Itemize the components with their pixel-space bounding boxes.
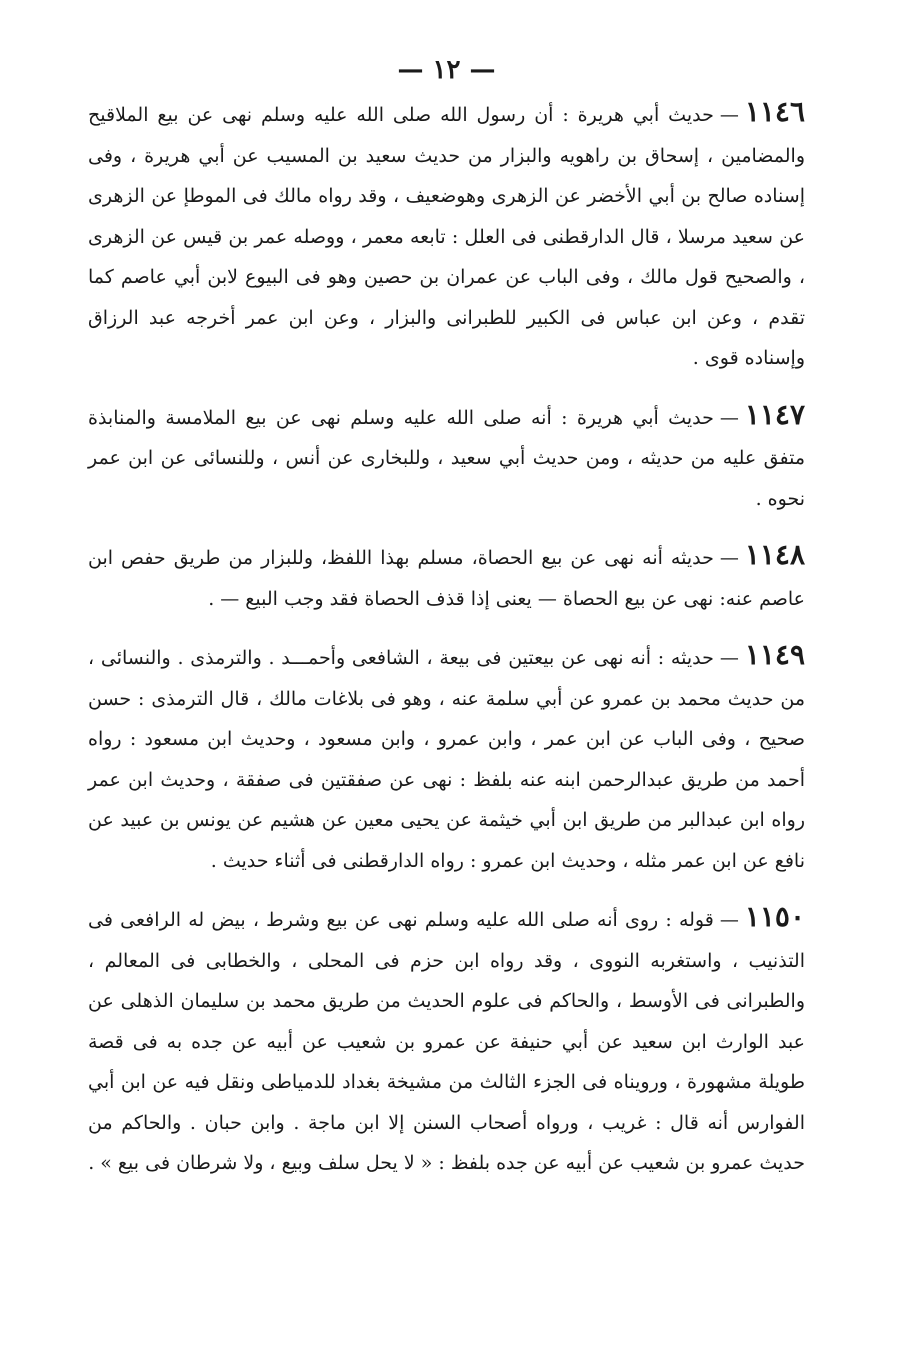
entry-text: حديثه أنه نهى عن بيع الحصاة، مسلم بهذا اللفظ، وللبزار من طريق حفص ابن عاصم عنه: نهى عن بيع الحصاة — يعنى إذا قذف الحصاة فقد وجب البيع — . [88,547,805,610]
entry-number: ١١٤٧ [744,397,805,431]
entry-dash: — [719,547,739,569]
hadith-entry-1148 [88,535,805,619]
entry-paragraph [88,92,805,379]
entry-text: قوله : روى أنه صلى الله عليه وسلم نهى عن بيع وشرط ، بيض له الرافعى فى التذنيب ، واستغربه النووى ، وقد رواه ابن حزم فى المحلى ، والخطابى فى المعالم ، والطبرانى فى الأوسط ، والحاكم فى علوم الحديث من طريق محمد بن سليمان الذهلى عن عبد الوارث ابن سعيد عن أبي حنيفة عن عمرو بن شعيب عن أبيه عن جده به فى قصة طويلة مشهورة ، ورويناه فى الجزء الثالث من مشيخة بغداد للدمياطى ونقل فيه عن ابن أبي الفوارس أنه قال : غريب ، ورواه أصحاب السنن إلا ابن ماجة . وابن حبان . والحاكم من حديث عمرو بن شعيب عن أبيه عن جده بلفظ : « لا يحل سلف وبيع ، ولا شرطان فى بيع » . [88,909,805,1174]
hadith-entry-1150 [88,897,805,1184]
entry-dash: — [719,647,739,669]
hadith-entry-1149 [88,635,805,881]
entry-dash: — [719,104,739,126]
entry-dash: — [719,406,739,429]
entry-dash: — [719,909,739,931]
entry-text: حديث أبي هريرة : أن رسول الله صلى الله عليه وسلم نهى عن بيع الملاقيح والمضامين ، إسحاق بن راهويه والبزار من حديث سعيد بن المسيب عن أبي هريرة ، وفى إسناده صالح بن أبي الأخضر عن الزهرى وهوضعيف ، وقد رواه مالك فى الموطإ عن الزهرى عن سعيد مرسلا ، قال الدارقطنى فى العلل : تابعه معمر ، ووصله عمر بن قيس عن الزهرى ، والصحيح قول مالك ، وفى الباب عن عمران بن حصين وهو فى البيوع لابن أبي عاصم كما تقدم ، وعن ابن عباس فى الكبير للطبرانى والبزار ، وعن ابن عمر أخرجه عبد الرزاق وإسناده قوى . [88,104,805,369]
page-number: — ١٢ — [397,55,496,85]
hadith-entry-1146 [88,92,805,379]
entry-number: ١١٤٦ [744,95,805,128]
entry-number: ١١٤٩ [744,638,805,671]
entry-paragraph [88,535,805,619]
entry-number: ١١٤٨ [744,538,805,571]
entry-text: حديث أبي هريرة : أنه صلى الله عليه وسلم نهى عن بيع الملامسة والمنابذة متفق عليه من حديثه ، ومن حديث أبي سعيد ، وللبخارى عن أنس ، وللنسائى عن ابن عمر نحوه . [88,406,805,510]
entry-number: ١١٥٠ [744,900,805,933]
entry-paragraph [88,395,805,520]
entry-text: حديثه : أنه نهى عن بيعتين فى بيعة ، الشافعى وأحمـــد . والترمذى . والنسائى ، من حديث محمد بن عمرو عن أبي سلمة عنه ، وهو فى بلاغات مالك ، قال الترمذى : حسن صحيح ، وفى الباب عن ابن عمر ، وابن عمرو ، وابن مسعود ، وحديث ابن مسعود : رواه أحمد من طريق عبدالرحمن ابنه عنه بلفظ : نهى عن صفقتين فى صفقة ، وحديث ابن عمر رواه ابن عبدالبر من طريق ابن أبي خيثمة عن يحيى معين عن هشيم عن يونس بن عبيد عن نافع عن ابن عمر مثله ، وحديث ابن عمرو : رواه الدارقطنى فى أثناء حديث . [88,647,805,872]
hadith-entry-1147 [88,395,805,520]
entry-paragraph [88,897,805,1184]
entry-paragraph [88,635,805,881]
